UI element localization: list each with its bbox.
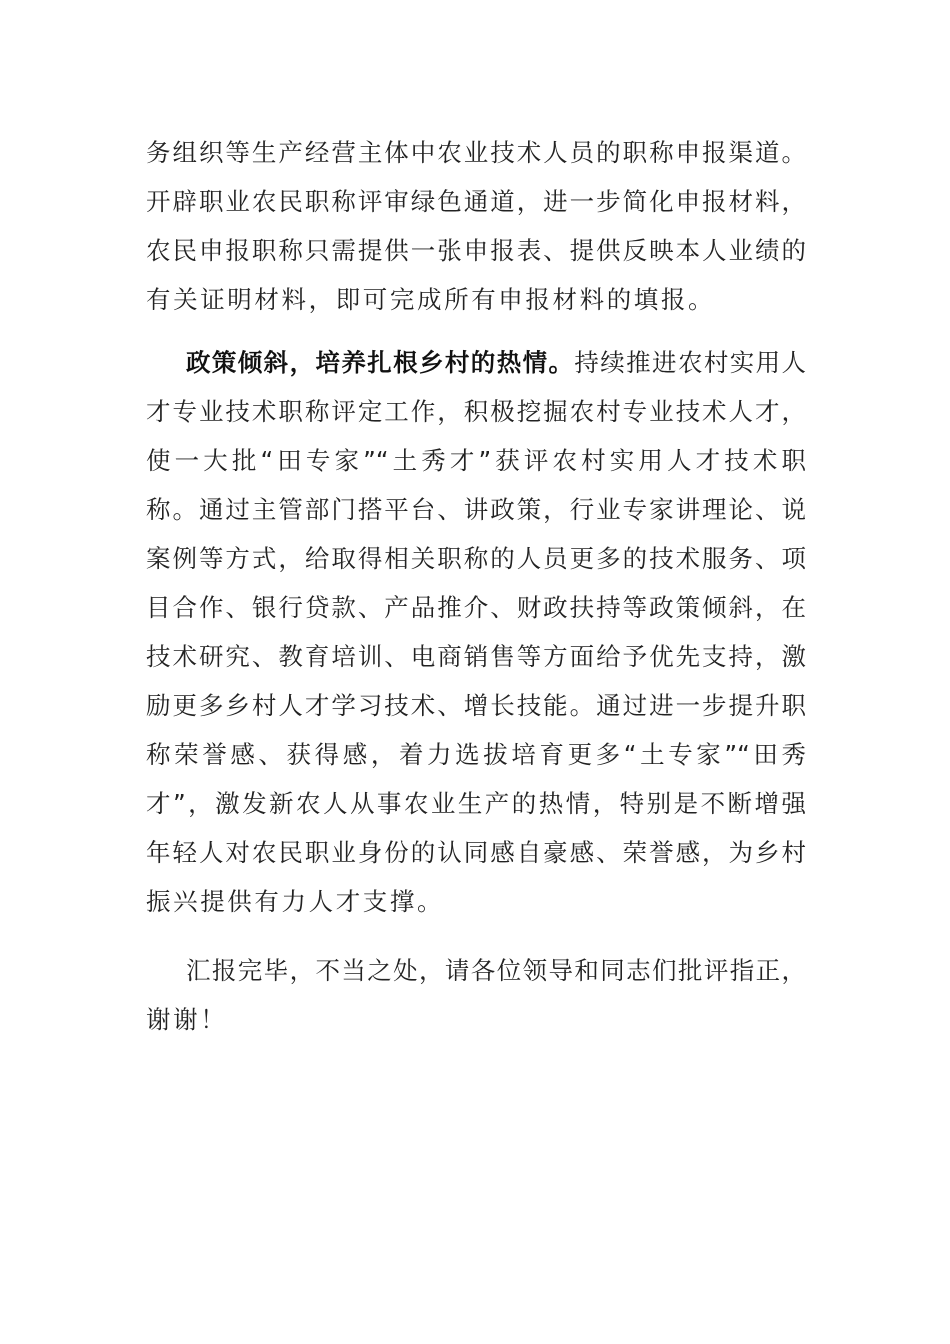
paragraph-2-line-10: 才”，激发新农人从事农业生产的热情，特别是不断增强 xyxy=(146,789,806,818)
paragraph-1-line-4: 有关证明材料，即可完成所有申报材料的填报。 xyxy=(146,285,716,314)
paragraph-2-line-8: 励更多乡村人才学习技术、增长技能。通过进一步提升职 xyxy=(146,691,806,720)
paragraph-3-line-1: 汇报完毕，不当之处，请各位领导和同志们批评指正， xyxy=(186,956,806,985)
paragraph-2-line-5: 案例等方式，给取得相关职称的人员更多的技术服务、项 xyxy=(146,544,806,573)
paragraph-2-line-11: 年轻人对农民职业身份的认同感自豪感、荣誉感，为乡村 xyxy=(146,838,806,867)
paragraph-1-line-1: 务组织等生产经营主体中农业技术人员的职称申报渠道。 xyxy=(146,138,806,167)
paragraph-2-line-2: 才专业技术职称评定工作，积极挖掘农村专业技术人才， xyxy=(146,397,806,426)
paragraph-1-line-3: 农民申报职称只需提供一张申报表、提供反映本人业绩的 xyxy=(146,236,806,265)
paragraph-2-lead-heading: 政策倾斜，培养扎根乡村的热情。 xyxy=(186,348,575,377)
paragraph-1-line-2: 开辟职业农民职称评审绿色通道，进一步简化申报材料， xyxy=(146,187,806,216)
paragraph-2-line-3: 使一大批“田专家”“土秀才”获评农村实用人才技术职 xyxy=(146,446,806,475)
paragraph-2-lead-text: 持续推进农村实用人 xyxy=(574,348,807,377)
paragraph-2-line-4: 称。通过主管部门搭平台、讲政策，行业专家讲理论、说 xyxy=(146,495,806,524)
paragraph-2-line-9: 称荣誉感、获得感，着力选拔培育更多“土专家”“田秀 xyxy=(146,740,806,769)
paragraph-2-line-7: 技术研究、教育培训、电商销售等方面给予优先支持，激 xyxy=(146,642,806,671)
paragraph-2-line-12: 振兴提供有力人才支撑。 xyxy=(146,887,445,916)
paragraph-2-line-1 xyxy=(186,343,806,383)
paragraph-3-line-2: 谢谢！ xyxy=(146,1005,228,1034)
paragraph-2-line-6: 目合作、银行贷款、产品推介、财政扶持等政策倾斜，在 xyxy=(146,593,806,622)
